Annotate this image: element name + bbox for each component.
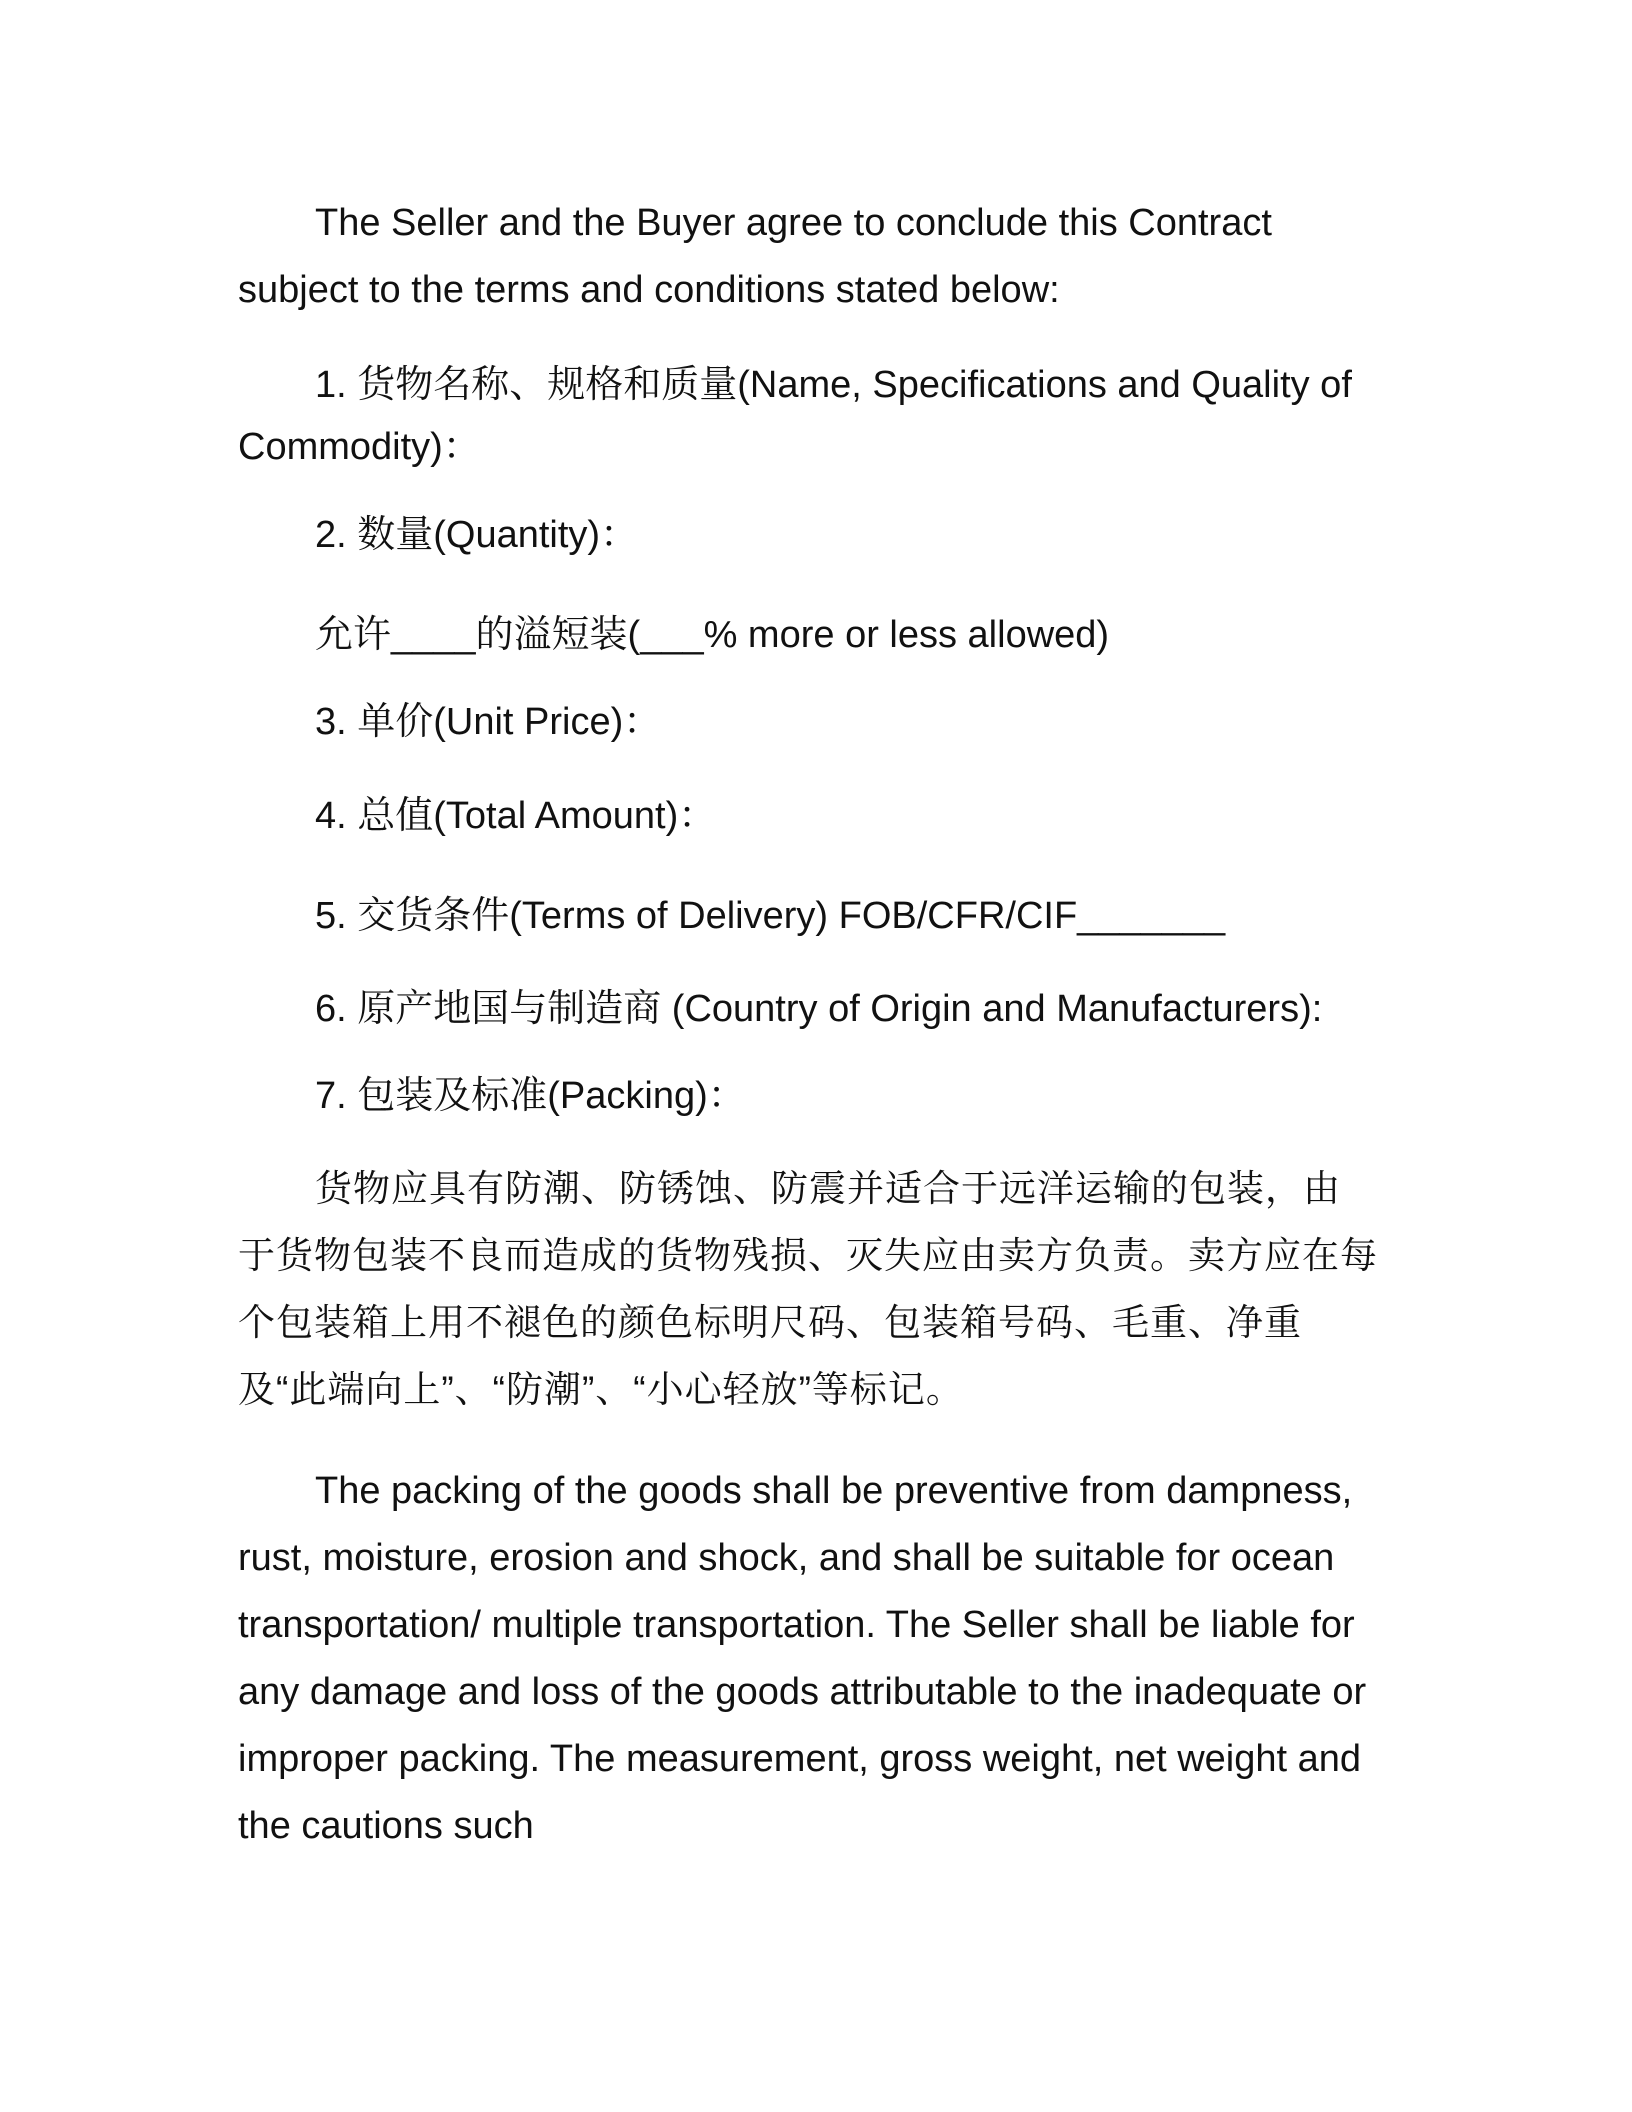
quantity-allowance: 允许____的溢短装(___% more or less allowed) bbox=[315, 614, 1110, 656]
packing-paragraph-chinese: 货物应具有防潮、防锈蚀、防震并适合于远洋运输的包装，由于货物包装不良而造成的货物残损、灭失应由卖方负责。卖方应在每个包装箱上用不褪色的颜色标明尺码、包装箱号码、毛重、净重及“此端向上”、“防潮”、“小心轻放”等标记。 bbox=[238, 1168, 1378, 1410]
clause-7-packing: 7. 包装及标准(Packing)： bbox=[315, 1075, 746, 1117]
clause-1-commodity: 1. 货物名称、规格和质量(Name, Specifications and Quality of Commodity)： bbox=[238, 364, 1352, 468]
clause-5-terms-of-delivery: 5. 交货条件(Terms of Delivery) FOB/CFR/CIF_______ bbox=[315, 895, 1226, 937]
clause-3-unit-price: 3. 单价(Unit Price)： bbox=[315, 701, 662, 743]
clause-2-quantity: 2. 数量(Quantity)： bbox=[315, 514, 639, 556]
clause-4-total-amount: 4. 总值(Total Amount)： bbox=[315, 795, 717, 837]
packing-paragraph-english: The packing of the goods shall be preventive from dampness, rust, moisture, erosion and shock, and shall be suitable for ocean transportation/ multiple transportation. The Seller shall be liable for any damage and loss of the goods attributable to the inadequate or improper packing. The measurement, gross weight, net weight and the cautions such bbox=[238, 1470, 1367, 1847]
intro-paragraph: The Seller and the Buyer agree to conclude this Contract subject to the terms and conditions stated below: bbox=[238, 202, 1272, 311]
clause-6-country-of-origin: 6. 原产地国与制造商 (Country of Origin and Manufacturers): bbox=[315, 988, 1323, 1030]
